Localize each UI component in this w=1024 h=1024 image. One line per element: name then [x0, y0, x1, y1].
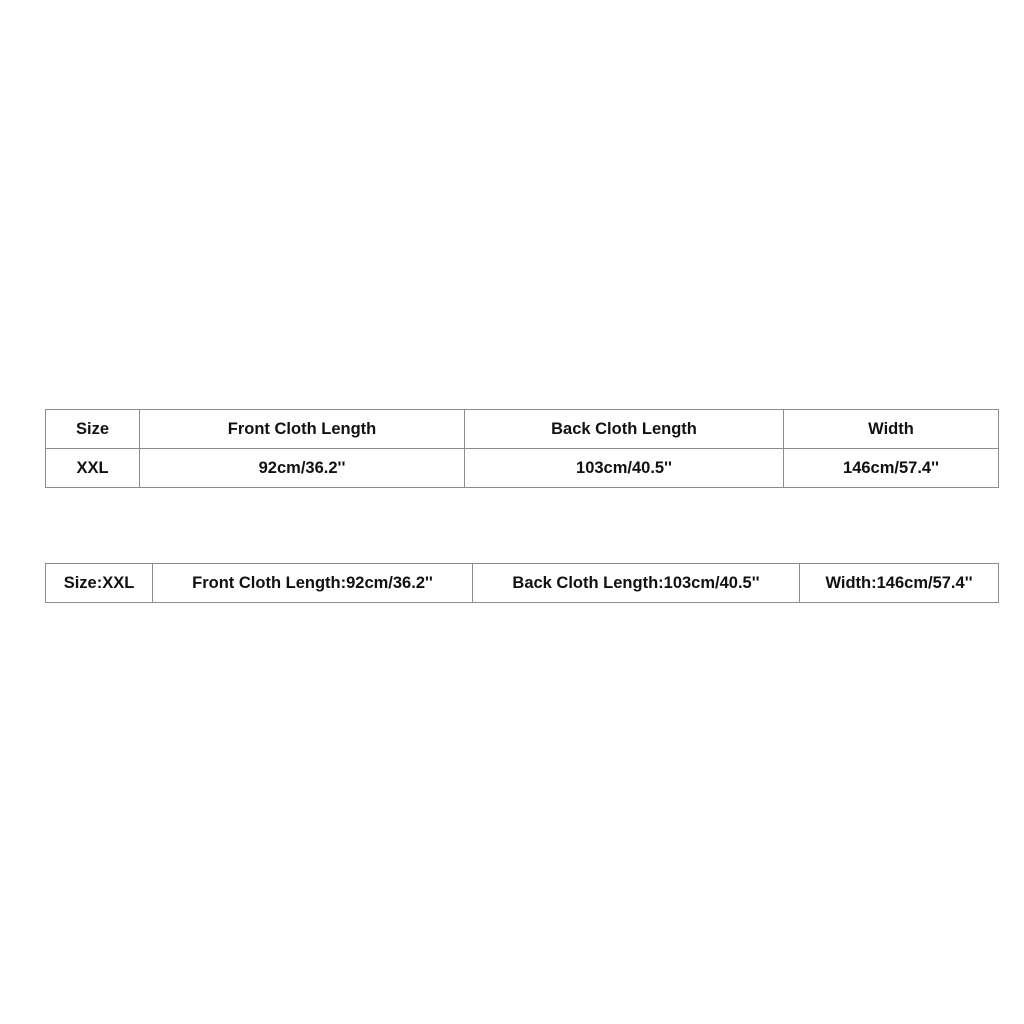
cell-front-cloth-length: 92cm/36.2'' [140, 449, 465, 488]
header-front-cloth-length: Front Cloth Length [140, 410, 465, 449]
cell-back-cloth-length: 103cm/40.5'' [465, 449, 784, 488]
header-back-cloth-length: Back Cloth Length [465, 410, 784, 449]
header-size: Size [46, 410, 140, 449]
cell-size: XXL [46, 449, 140, 488]
header-row [46, 410, 999, 449]
summary-width: Width:146cm/57.4'' [800, 564, 999, 603]
cell-width: 146cm/57.4'' [784, 449, 999, 488]
summary-front-cloth-length: Front Cloth Length:92cm/36.2'' [153, 564, 473, 603]
size-table [45, 409, 999, 488]
table-row [46, 449, 999, 488]
summary-table [45, 563, 999, 603]
summary-back-cloth-length: Back Cloth Length:103cm/40.5'' [473, 564, 800, 603]
summary-row [46, 564, 999, 603]
summary-size: Size:XXL [46, 564, 153, 603]
header-width: Width [784, 410, 999, 449]
